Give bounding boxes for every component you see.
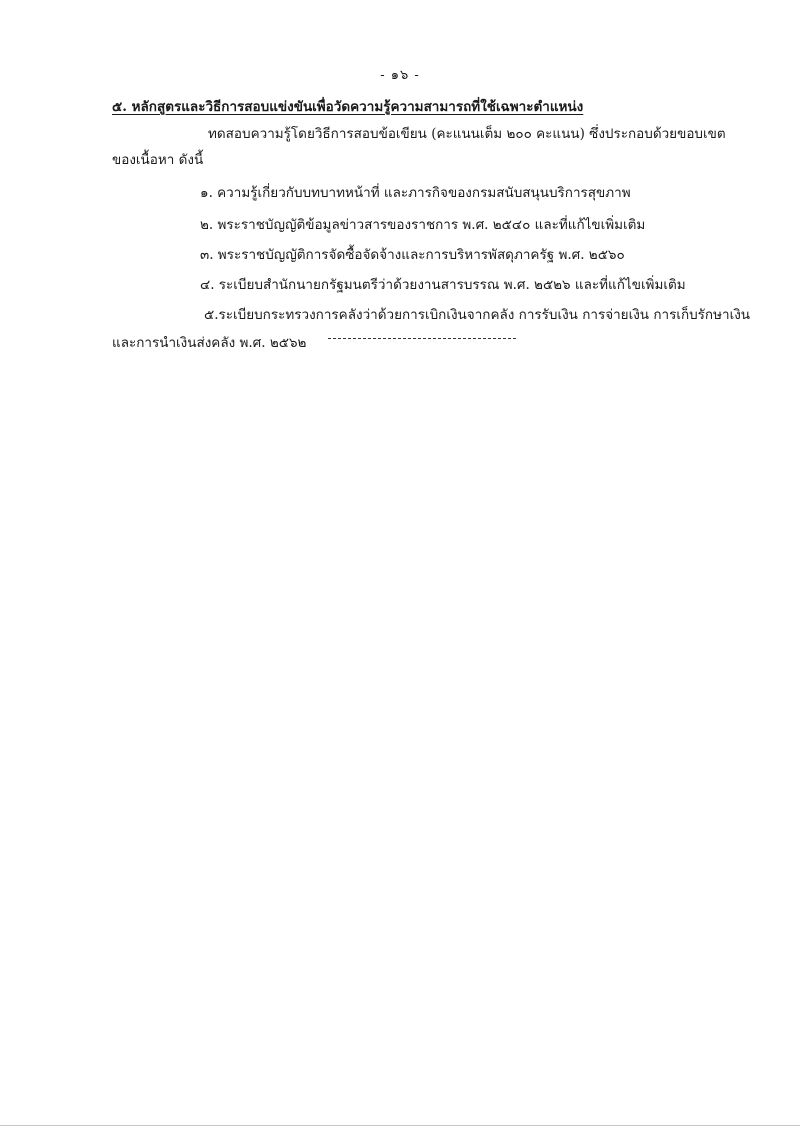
list-item: ๓. พระราชบัญญัติการจัดซื้อจัดจ้างและการบริหารพัสดุภาครัฐ พ.ศ. ๒๕๖๐ [200, 247, 625, 263]
section-heading: ๕. หลักสูตรและวิธีการสอบแข่งขันเพื่อวัดความรู้ความสามารถที่ใช้เฉพาะตำแหน่ง [112, 99, 584, 115]
list-item: ๒. พระราชบัญญัติข้อมูลข่าวสารของราชการ พ.ศ. ๒๕๔๐ และที่แก้ไขเพิ่มเติม [200, 217, 646, 233]
page-bottom-edge [0, 1125, 800, 1126]
intro-paragraph-line-2: ของเนื้อหา ดังนี้ [112, 152, 204, 168]
list-item: ๔. ระเบียบสำนักนายกรัฐมนตรีว่าด้วยงานสารบรรณ พ.ศ. ๒๕๒๖ และที่แก้ไขเพิ่มเติม [200, 277, 686, 293]
end-of-section-divider [328, 338, 516, 339]
list-item: ๕.ระเบียบกระทรวงการคลังว่าด้วยการเบิกเงินจากคลัง การรับเงิน การจ่ายเงิน การเก็บรักษาเงิน [204, 307, 751, 323]
list-item-continuation: และการนำเงินส่งคลัง พ.ศ. ๒๕๖๒ [112, 335, 307, 351]
list-item: ๑. ความรู้เกี่ยวกับบทบาทหน้าที่ และภารกิจของกรมสนับสนุนบริการสุขภาพ [200, 185, 631, 201]
page-number: - ๑๖ - [380, 68, 420, 83]
intro-paragraph-line-1: ทดสอบความรู้โดยวิธีการสอบข้อเขียน (คะแนนเต็ม ๒๐๐ คะแนน) ซึ่งประกอบด้วยขอบเขต [208, 126, 726, 142]
